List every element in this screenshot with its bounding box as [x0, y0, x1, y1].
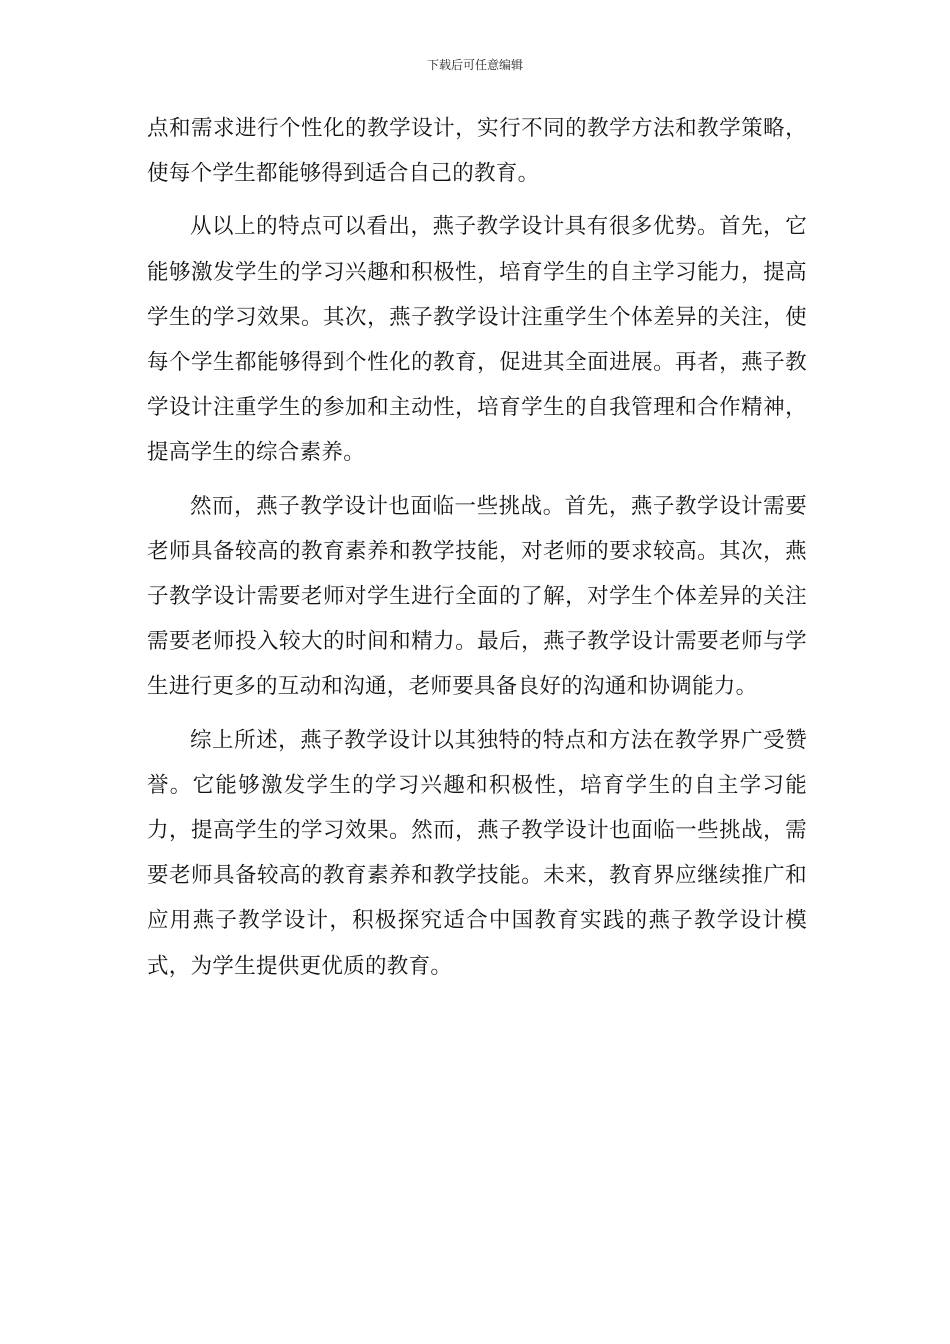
paragraph-continuation: 点和需求进行个性化的教学设计，实行不同的教学方法和教学策略，使每个学生都能够得到适合自己的教育。 — [147, 116, 807, 187]
page-header: 下载后可任意编辑 — [426, 58, 523, 72]
paragraph-advantages: 从以上的特点可以看出，燕子教学设计具有很多优势。首先，它能够激发学生的学习兴趣和积极性，培育学生的自主学习能力，提高学生的学习效果。其次，燕子教学设计注重学生个体差异的关注，使每个学生都能够得到个性化的教育，促进其全面进展。再者，燕子教学设计注重学生的参加和主动性，培育学生的自我管理和合作精神，提高学生的综合素养。 — [147, 214, 807, 466]
paragraph-challenges: 然而，燕子教学设计也面临一些挑战。首先，燕子教学设计需要老师具备较高的教育素养和教学技能，对老师的要求较高。其次，燕子教学设计需要老师对学生进行全面的了解，对学生个体差异的关注需要老师投入较大的时间和精力。最后，燕子教学设计需要老师与学生进行更多的互动和沟通，老师要具备良好的沟通和协调能力。 — [147, 493, 807, 700]
document-body — [147, 106, 807, 997]
paragraph-conclusion: 综上所述，燕子教学设计以其独特的特点和方法在教学界广受赞誉。它能够激发学生的学习兴趣和积极性，培育学生的自主学习能力，提高学生的学习效果。然而，燕子教学设计也面临一些挑战，需要老师具备较高的教育素养和教学技能。未来，教育界应继续推广和应用燕子教学设计，积极探究适合中国教育实践的燕子教学设计模式，为学生提供更优质的教育。 — [147, 727, 807, 979]
